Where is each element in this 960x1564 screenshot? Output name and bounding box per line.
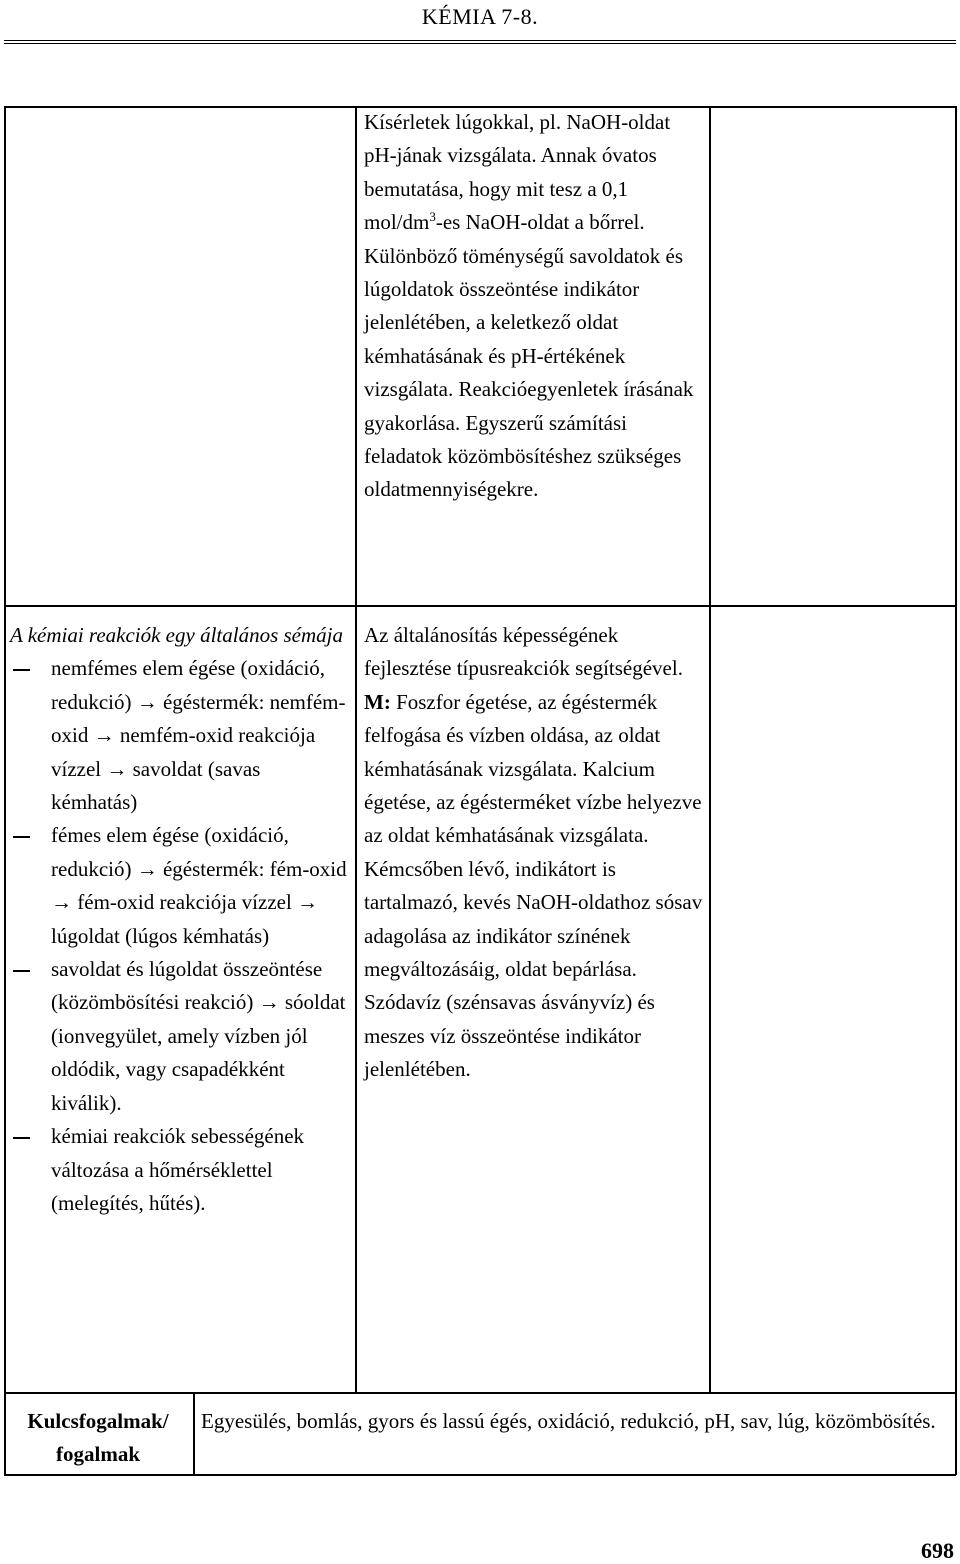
key-concepts-label: Kulcsfogalmak/ fogalmak — [27, 1409, 169, 1467]
reaction-scheme-cell — [10, 619, 350, 1220]
m-label: M: — [364, 689, 391, 714]
grid-right — [955, 106, 957, 1475]
page-number: 698 — [921, 1538, 954, 1563]
header-rule — [4, 40, 956, 44]
reaction-scheme-list — [10, 652, 350, 1220]
list-item: nemfémes elem égése (oxidáció, redukció) → égéstermék: nemfém-oxid → nemfém-oxid reakciója vízzel → savoldat (savas kémhatás) — [10, 652, 350, 819]
grid-row1-bottom — [4, 605, 956, 607]
demonstration-text: M: Foszfor égetése, az égéstermék felfogása és vízben oldása, az oldat kémhatásának vizsgálata. Kalcium égetése, az égésterméket vízbe helyezve az oldat kémhatásának vizsgálata. Kémcsőben lévő, indikátort is tartalmazó, kevés NaOH-oldathoz sósav adagolása az indikátor színének megváltozásáig, oldat bepárlása. Szódavíz (szénsavas ásványvíz) és meszes víz összeöntése indikátor jelenlétében. — [364, 689, 703, 1082]
list-item: fémes elem égése (oxidáció, redukció) → égéstermék: fém-oxid → fém-oxid reakciója vízzel → lúgoldat (lúgos kémhatás) — [10, 819, 350, 953]
generalization-cell — [364, 619, 707, 1087]
experiments-lye-cell — [364, 106, 707, 507]
grid-left — [4, 106, 6, 1475]
page-header: KÉMIA 7-8. — [421, 4, 539, 29]
grid-col2 — [709, 106, 711, 1393]
superscript-3: 3 — [429, 209, 436, 225]
grid-row2-bottom — [4, 1392, 956, 1394]
reaction-scheme-heading: A kémiai reakciók egy általános sémája — [10, 623, 343, 647]
grid-key-divider — [193, 1392, 195, 1475]
list-item: savoldat és lúgoldat összeöntése (közömbösítési reakció) → sóoldat (ionvegyület, amely vízben jól oldódik, vagy csapadékként kiválik). — [10, 953, 350, 1120]
key-concepts-text: Egyesülés, bomlás, gyors és lassú égés, oxidáció, redukció, pH, sav, lúg, közömbösítés. — [201, 1409, 936, 1433]
experiments-lye-text: Kísérletek lúgokkal, pl. NaOH-oldat pH-jának vizsgálata. Annak óvatos bemutatása, hogy mit tesz a 0,1 mol/$dm^3-es$ NaOH-oldat a bőrrel. Különböző töménységű savoldatok és lúgoldatok összeöntése indikátor jelenlétében, a keletkező oldat kémhatásának és pH-értékének vizsgálata. Reakcióegyenletek írásának gyakorlása. Egyszerű számítási feladatok közömbösítéshez szükséges oldatmennyiségekre. — [364, 110, 694, 502]
grid-bottom — [4, 1474, 956, 1476]
grid-col1 — [355, 106, 357, 1393]
generalization-intro: Az általánosítás képességének fejlesztése típusreakciók segítségével. — [364, 623, 683, 681]
list-item: kémiai reakciók sebességének változása a hőmérséklettel (melegítés, hűtés). — [10, 1120, 350, 1220]
